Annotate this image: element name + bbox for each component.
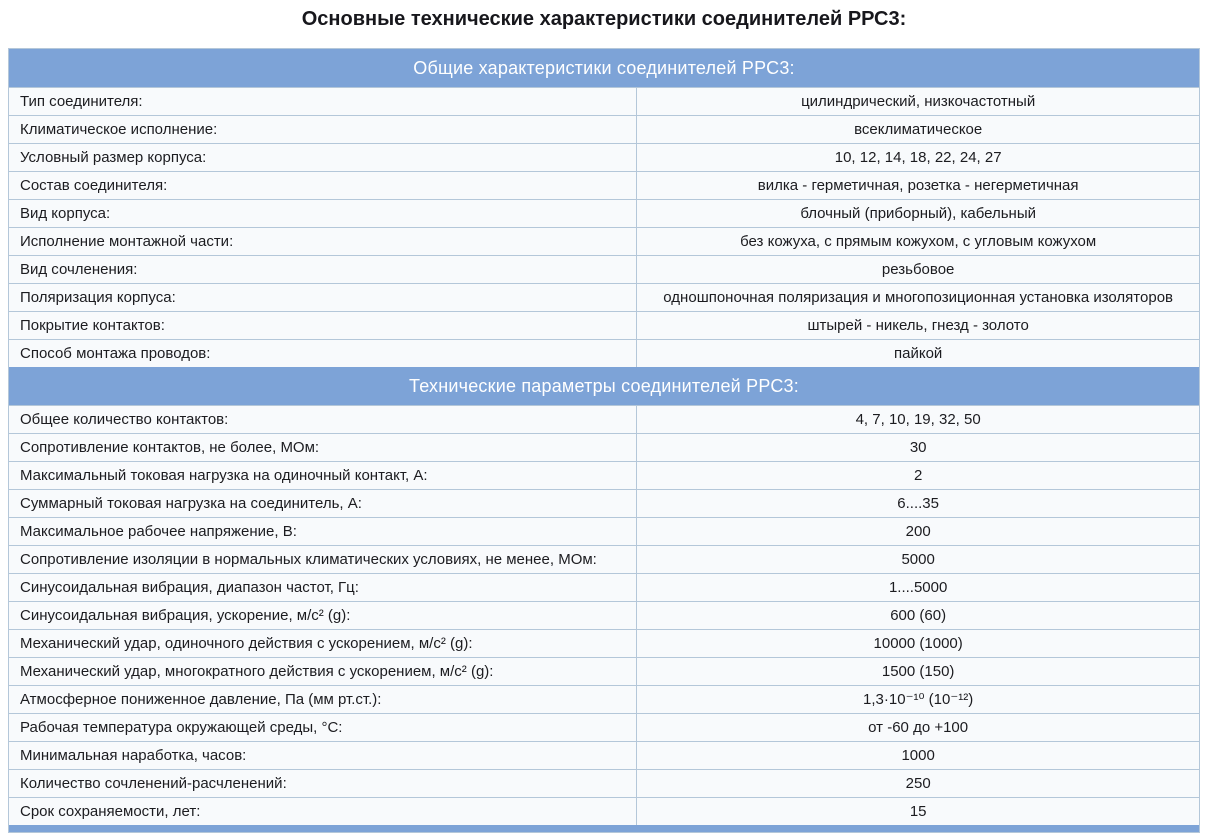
row-value: от -60 до +100 — [868, 719, 969, 736]
row-value: 600 (60) — [890, 607, 947, 624]
row-label: Состав соединителя: — [9, 172, 637, 199]
row-label: Количество сочленений-расчленений: — [9, 770, 637, 797]
row-label: Синусоидальная вибрация, ускорение, м/с² (g): — [9, 602, 637, 629]
row-value: 1000 — [901, 747, 935, 764]
table-row — [9, 517, 1199, 545]
row-value: резьбовое — [881, 261, 955, 278]
row-label: Максимальный токовая нагрузка на одиночный контакт, А: — [9, 462, 637, 489]
row-label: Синусоидальная вибрация, диапазон частот, Гц: — [9, 574, 637, 601]
table-row — [9, 741, 1199, 769]
row-value: 10, 12, 14, 18, 22, 24, 27 — [834, 149, 1002, 166]
row-label: Рабочая температура окружающей среды, °С: — [9, 714, 637, 741]
table-row — [9, 87, 1199, 115]
row-value: 30 — [909, 439, 927, 456]
table-row — [9, 283, 1199, 311]
row-label: Механический удар, одиночного действия с ускорением, м/с² (g): — [9, 630, 637, 657]
table-row — [9, 769, 1199, 797]
row-value: 200 — [905, 523, 931, 540]
table-row — [9, 339, 1199, 367]
row-label: Минимальная наработка, часов: — [9, 742, 637, 769]
table-row — [9, 657, 1199, 685]
row-label: Способ монтажа проводов: — [9, 340, 637, 367]
table-row — [9, 311, 1199, 339]
page-title: Основные технические характеристики соединителей РРС3: — [301, 8, 907, 30]
section-header-partial — [9, 825, 1199, 832]
row-value: 15 — [909, 803, 927, 820]
row-value: 1,3·10⁻¹⁰ (10⁻¹²) — [863, 691, 974, 708]
table-row — [9, 433, 1199, 461]
row-label: Механический удар, многократного действия с ускорением, м/с² (g): — [9, 658, 637, 685]
table-row — [9, 629, 1199, 657]
row-label: Вид корпуса: — [9, 200, 637, 227]
table-row — [9, 405, 1199, 433]
row-label: Сопротивление контактов, не более, МОм: — [9, 434, 637, 461]
section-header-general: Общие характеристики соединителей РРС3: — [9, 49, 1199, 87]
row-value: штырей - никель, гнезд - золото — [807, 317, 1029, 334]
row-value: вилка - герметичная, розетка - негерметичная — [757, 177, 1079, 194]
row-value: 250 — [905, 775, 931, 792]
table-row — [9, 573, 1199, 601]
table-row — [9, 545, 1199, 573]
row-value: 10000 (1000) — [873, 635, 963, 652]
row-label: Общее количество контактов: — [9, 406, 637, 433]
row-label: Климатическое исполнение: — [9, 116, 637, 143]
row-label: Атмосферное пониженное давление, Па (мм рт.ст.): — [9, 686, 637, 713]
table-row — [9, 797, 1199, 825]
row-value: 1....5000 — [888, 579, 948, 596]
table-row — [9, 227, 1199, 255]
row-value: без кожуха, с прямым кожухом, с угловым кожухом — [740, 233, 1097, 250]
table-row — [9, 489, 1199, 517]
row-label: Условный размер корпуса: — [9, 144, 637, 171]
table-row — [9, 685, 1199, 713]
table-row — [9, 115, 1199, 143]
row-value: 4, 7, 10, 19, 32, 50 — [855, 411, 981, 428]
table-row — [9, 199, 1199, 227]
table-row — [9, 171, 1199, 199]
table-row — [9, 713, 1199, 741]
table-row — [9, 601, 1199, 629]
table-row — [9, 143, 1199, 171]
row-value: 1500 (150) — [881, 663, 955, 680]
table-row — [9, 255, 1199, 283]
section-header-technical: Технические параметры соединителей РРС3: — [9, 367, 1199, 405]
row-label: Сопротивление изоляции в нормальных климатических условиях, не менее, МОм: — [9, 546, 637, 573]
row-label: Исполнение монтажной части: — [9, 228, 637, 255]
row-value: цилиндрический, низкочастотный — [801, 93, 1036, 110]
row-label: Покрытие контактов: — [9, 312, 637, 339]
row-value: 6....35 — [897, 495, 939, 512]
spec-table — [8, 48, 1200, 833]
row-label: Вид сочленения: — [9, 256, 637, 283]
row-value: 2 — [913, 467, 923, 484]
row-value: одношпоночная поляризация и многопозиционная установка изоляторов — [663, 289, 1174, 306]
row-label: Срок сохраняемости, лет: — [9, 798, 637, 825]
row-label: Максимальное рабочее напряжение, В: — [9, 518, 637, 545]
table-row — [9, 461, 1199, 489]
row-value: всеклиматическое — [854, 121, 983, 138]
row-label: Суммарный токовая нагрузка на соединитель, А: — [9, 490, 637, 517]
row-label: Тип соединителя: — [9, 88, 637, 115]
row-value: пайкой — [894, 345, 943, 362]
row-value: блочный (приборный), кабельный — [800, 205, 1036, 222]
row-label: Поляризация корпуса: — [9, 284, 637, 311]
row-value: 5000 — [901, 551, 935, 568]
